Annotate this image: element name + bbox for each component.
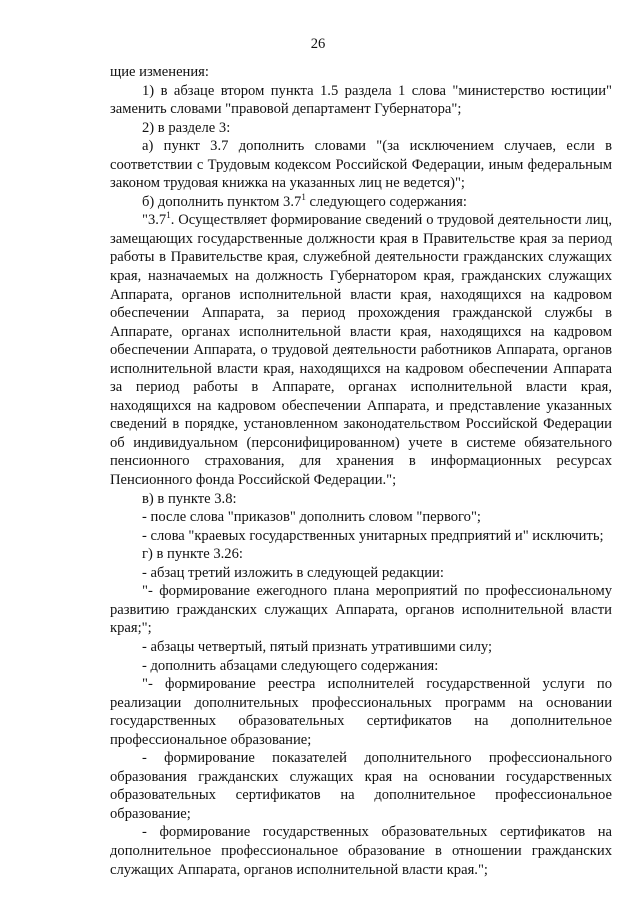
paragraph: - дополнить абзацами следующего содержания:	[142, 657, 439, 674]
paragraph: - абзацы четвертый, пятый признать утратившими силу;	[142, 638, 493, 655]
paragraph	[110, 193, 612, 212]
paragraph-text: следующего содержания:	[305, 193, 467, 210]
paragraph: - абзац третий изложить в следующей редакции:	[142, 564, 444, 581]
paragraph: "- формирование ежегодного плана мероприятий по профессиональному развитию гражданских служащих Аппарата, органов исполнительной власти края;";	[110, 583, 612, 637]
paragraph: 1) в абзаце втором пункта 1.5 раздела 1 слова "министерство юстиции" заменить словами "правовой департамент Губернатора";	[110, 82, 612, 118]
superscript: 1	[166, 210, 171, 221]
paragraph: г) в пункте 3.26:	[142, 546, 243, 563]
paragraph-text: "3.7	[142, 212, 167, 229]
page-number: 26	[310, 36, 326, 52]
paragraph: в) в пункте 3.8:	[142, 490, 237, 507]
paragraph: а) пункт 3.7 дополнить словами "(за исключением случаев, если в соответствии с Трудовым кодексом Российской Федерации, иным федеральным законом трудовая книжка на указанных лиц не ведется)";	[110, 138, 612, 192]
paragraph-text: . Осуществляет формирование сведений о трудовой деятельности лиц, замещающих государственные должности края в Правительстве края за период работы в Правительстве края, служебной деятельности гражданских служащих края, назначаемых на должность Губернатором края, гражданских служащих Аппарата, органов исполнительной власти края, находящихся на кадровом обеспечении Аппарата, за период прохождения гражданской службы в Аппарате, органах исполнительной власти края, находящихся на кадровом обеспечении Аппарата, о трудовой деятельности работников Аппарата, органов исполнительной власти края, находящихся на кадровом обеспечении Аппарата за период работы в Аппарате, органах исполнительной власти края, находящихся на кадровом обеспечении Аппарата, и представление указанных сведений в порядке, установленном законодательством Российской Федерации об индивидуальном (персонифицированном) учете в системе обязательного пенсионного страхования, для хранения в информационных ресурсах Пенсионного фонда Российской Федерации.";	[110, 212, 612, 489]
document-body	[110, 63, 612, 879]
paragraph: - формирование государственных образовательных сертификатов на дополнительное профессиональное образование в отношении гражданских служащих Аппарата, органов исполнительной власти края.";	[110, 824, 612, 878]
paragraph-text: б) дополнить пунктом 3.7	[142, 193, 302, 210]
paragraph: - слова "краевых государственных унитарных предприятий и" исключить;	[142, 527, 604, 544]
paragraph: щие изменения:	[110, 64, 209, 80]
paragraph	[110, 211, 612, 489]
paragraph: - формирование показателей дополнительного профессионального образования гражданских служащих края на основании государственных образовательных сертификатов на дополнительное профессиональное образование;	[110, 750, 612, 822]
superscript: 1	[301, 191, 306, 202]
paragraph: "- формирование реестра исполнителей государственной услуги по реализации дополнительных профессиональных программ на основании государственных образовательных сертификатов на дополнительное профессиональное образование;	[110, 676, 612, 748]
paragraph: - после слова "приказов" дополнить словом "первого";	[142, 509, 481, 526]
paragraph: 2) в разделе 3:	[142, 119, 231, 136]
